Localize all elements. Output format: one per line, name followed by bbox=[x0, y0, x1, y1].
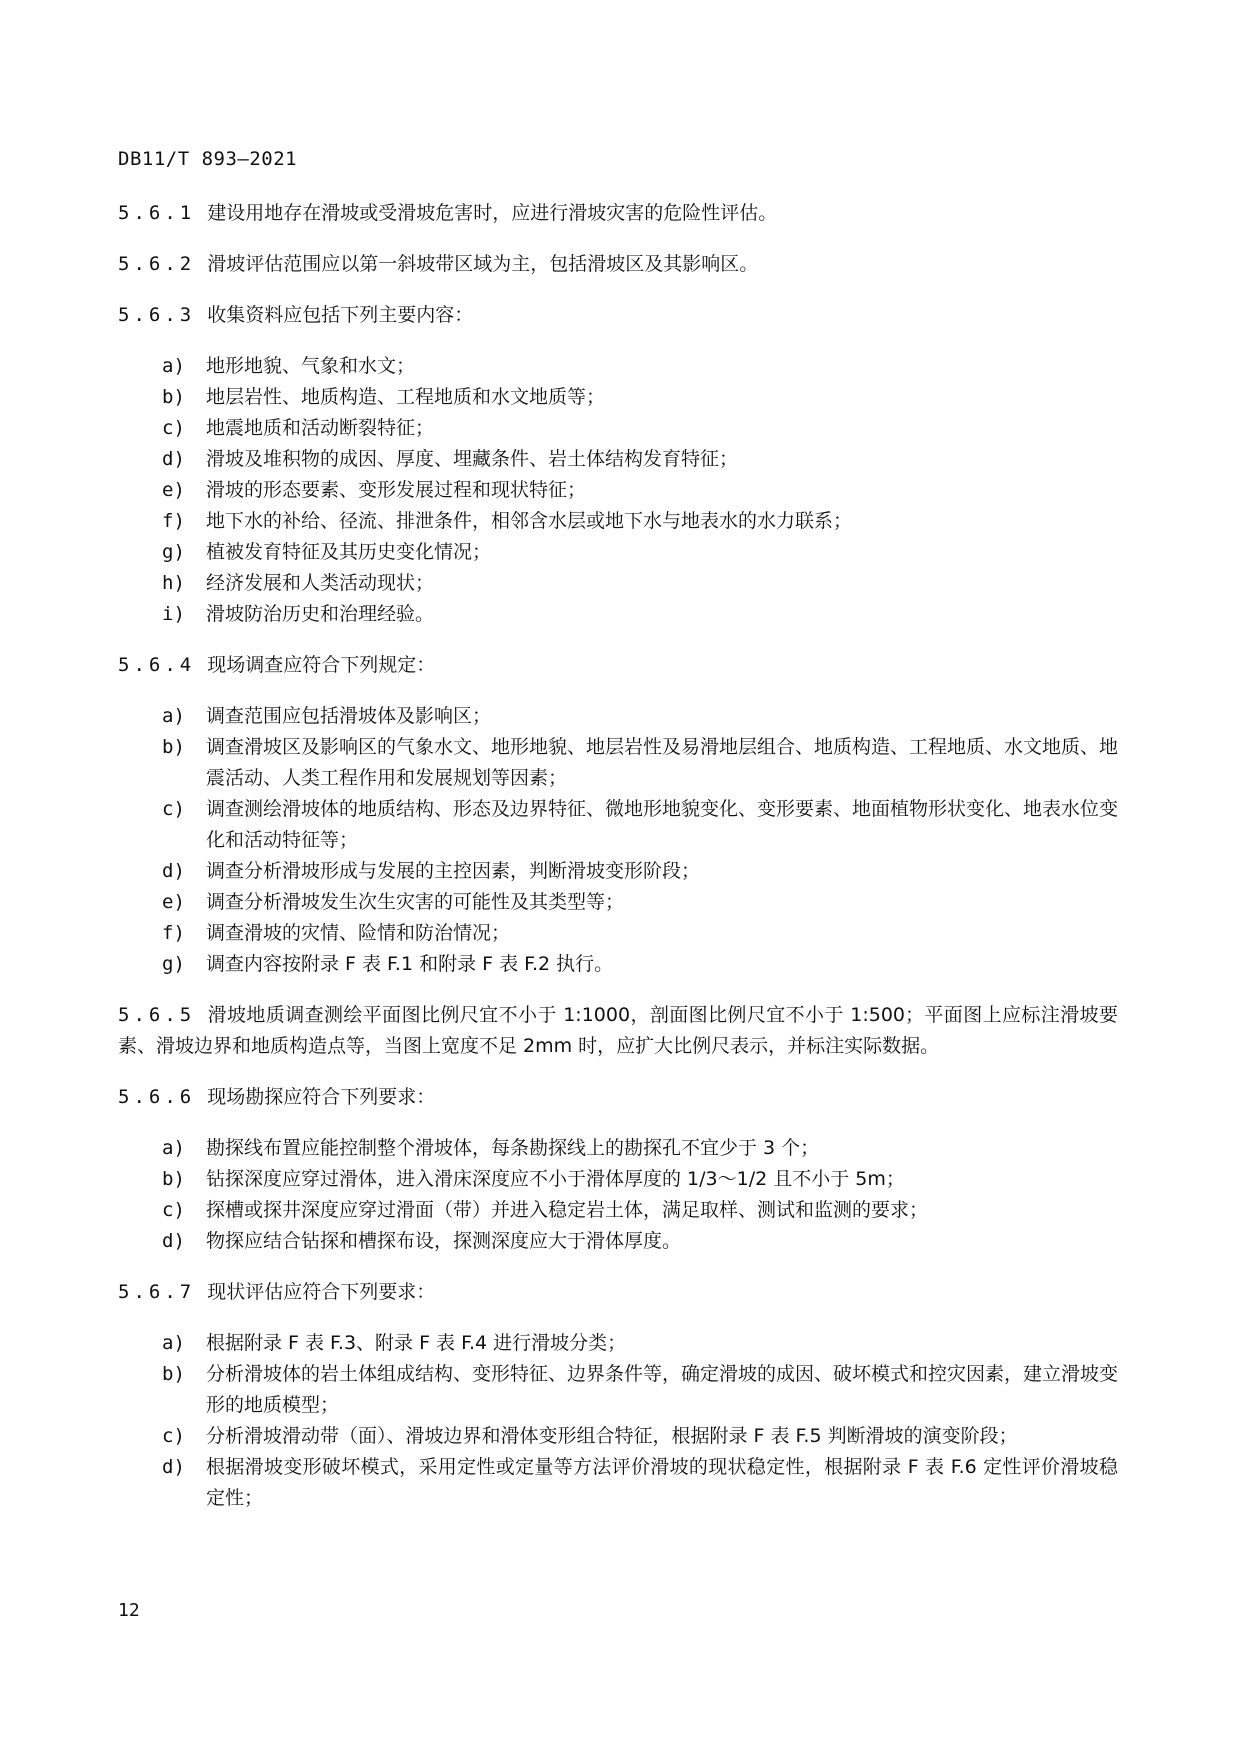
list-item-marker: h) bbox=[162, 572, 185, 594]
list-item-text: 物探应结合钻探和槽探布设，探测深度应大于滑体厚度。 bbox=[206, 1230, 682, 1252]
list-item-marker: c) bbox=[162, 798, 185, 820]
list-item-text: 调查滑坡区及影响区的气象水文、地形地貌、地层岩性及易滑地层组合、地质构造、工程地质、水文地质、地震活动、人类工程作用和发展规划等因素； bbox=[206, 736, 1119, 789]
clause-text: 滑坡评估范围应以第一斜坡带区域为主，包括滑坡区及其影响区。 bbox=[207, 253, 759, 275]
list-item bbox=[118, 413, 1118, 444]
clause-list bbox=[118, 351, 1118, 630]
list-item-marker: a) bbox=[162, 705, 185, 727]
list-item-text: 根据附录 F 表 F.3、附录 F 表 F.4 进行滑坡分类； bbox=[206, 1332, 627, 1354]
list-item-marker: c) bbox=[162, 1425, 185, 1447]
clause-5-6-2 bbox=[118, 249, 1118, 280]
clause-5-6-1 bbox=[118, 198, 1118, 229]
list-item-text: 根据滑坡变形破坏模式，采用定性或定量等方法评价滑坡的现状稳定性，根据附录 F 表 F.6 定性评价滑坡稳定性； bbox=[206, 1456, 1118, 1509]
list-item bbox=[118, 732, 1118, 794]
clause-list bbox=[118, 701, 1118, 980]
list-item-marker: e) bbox=[162, 479, 185, 501]
clause-list bbox=[118, 1133, 1118, 1257]
clause-number: 5.6.5 bbox=[118, 1004, 196, 1026]
list-item bbox=[118, 1195, 1118, 1226]
clause-5-6-4 bbox=[118, 650, 1118, 681]
list-item-marker: g) bbox=[162, 953, 185, 975]
page-number: 12 bbox=[118, 1600, 140, 1621]
list-item-text: 分析滑坡滑动带（面）、滑坡边界和滑体变形组合特征，根据附录 F 表 F.5 判断滑坡的演变阶段； bbox=[206, 1425, 1018, 1447]
list-item-text: 探槽或探井深度应穿过滑面（带）并进入稳定岩土体，满足取样、测试和监测的要求； bbox=[206, 1199, 929, 1221]
list-item-marker: a) bbox=[162, 355, 185, 377]
list-item bbox=[118, 856, 1118, 887]
list-item-marker: b) bbox=[162, 736, 185, 758]
list-item-text: 调查分析滑坡形成与发展的主控因素，判断滑坡变形阶段； bbox=[206, 860, 701, 882]
list-item-marker: f) bbox=[162, 510, 185, 532]
list-item-marker: b) bbox=[162, 1363, 185, 1385]
list-item bbox=[118, 537, 1118, 568]
list-item-text: 分析滑坡体的岩土体组成结构、变形特征、边界条件等，确定滑坡的成因、破坏模式和控灾因素，建立滑坡变形的地质模型； bbox=[206, 1363, 1119, 1416]
list-item-text: 勘探线布置应能控制整个滑坡体，每条勘探线上的勘探孔不宜少于 3 个； bbox=[206, 1137, 820, 1159]
list-item-text: 钻探深度应穿过滑体，进入滑床深度应不小于滑体厚度的 1/3～1/2 且不小于 5m； bbox=[206, 1168, 905, 1190]
list-item-marker: c) bbox=[162, 1199, 185, 1221]
list-item-marker: i) bbox=[162, 603, 185, 625]
list-item-text: 调查滑坡的灾情、险情和防治情况； bbox=[206, 922, 511, 944]
list-item-marker: d) bbox=[162, 1456, 185, 1478]
list-item bbox=[118, 1328, 1118, 1359]
list-item-text: 调查测绘滑坡体的地质结构、形态及边界特征、微地形地貌变化、变形要素、地面植物形状变化、地表水位变化和活动特征等； bbox=[206, 798, 1119, 851]
list-item bbox=[118, 1133, 1118, 1164]
clause-number: 5.6.1 bbox=[118, 202, 196, 224]
list-item bbox=[118, 949, 1118, 980]
list-item-text: 地形地貌、气象和水文； bbox=[206, 355, 416, 377]
list-item-text: 经济发展和人类活动现状； bbox=[206, 572, 435, 594]
clause-5-6-7 bbox=[118, 1277, 1118, 1308]
list-item bbox=[118, 382, 1118, 413]
clause-5-6-5 bbox=[118, 1000, 1118, 1062]
list-item bbox=[118, 1226, 1118, 1257]
list-item bbox=[118, 1164, 1118, 1195]
list-item-marker: e) bbox=[162, 891, 185, 913]
list-item bbox=[118, 599, 1118, 630]
list-item bbox=[118, 918, 1118, 949]
clause-number: 5.6.3 bbox=[118, 304, 196, 326]
list-item bbox=[118, 568, 1118, 599]
clause-number: 5.6.4 bbox=[118, 654, 196, 676]
clause-number: 5.6.7 bbox=[118, 1281, 196, 1303]
list-item-text: 地层岩性、地质构造、工程地质和水文地质等； bbox=[206, 386, 606, 408]
list-item-text: 调查内容按附录 F 表 F.1 和附录 F 表 F.2 执行。 bbox=[206, 953, 614, 975]
clause-text: 建设用地存在滑坡或受滑坡危害时，应进行滑坡灾害的危险性评估。 bbox=[207, 202, 778, 224]
clause-number: 5.6.2 bbox=[118, 253, 196, 275]
clause-number: 5.6.6 bbox=[118, 1086, 196, 1108]
list-item-text: 调查范围应包括滑坡体及影响区； bbox=[206, 705, 492, 727]
clause-text: 收集资料应包括下列主要内容： bbox=[207, 304, 474, 326]
list-item-marker: a) bbox=[162, 1332, 185, 1354]
list-item bbox=[118, 506, 1118, 537]
clause-5-6-3 bbox=[118, 300, 1118, 331]
clause-text: 滑坡地质调查测绘平面图比例尺宜不小于 1:1000，剖面图比例尺宜不小于 1:500；平面图上应标注滑坡要素、滑坡边界和地质构造点等，当图上宽度不足 2mm 时，应扩大比例尺表示，并标注实际数据。 bbox=[118, 1004, 1118, 1057]
list-item-marker: c) bbox=[162, 417, 185, 439]
list-item-marker: d) bbox=[162, 860, 185, 882]
list-item-marker: a) bbox=[162, 1137, 185, 1159]
clause-text: 现场调查应符合下列规定： bbox=[207, 654, 436, 676]
list-item bbox=[118, 1421, 1118, 1452]
document-code: DB11/T 893—2021 bbox=[118, 148, 298, 170]
list-item-marker: f) bbox=[162, 922, 185, 944]
list-item-text: 地震地质和活动断裂特征； bbox=[206, 417, 435, 439]
list-item-marker: b) bbox=[162, 1168, 185, 1190]
clause-5-6-6 bbox=[118, 1082, 1118, 1113]
list-item bbox=[118, 701, 1118, 732]
list-item-marker: d) bbox=[162, 448, 185, 470]
list-item-text: 滑坡防治历史和治理经验。 bbox=[206, 603, 435, 625]
list-item bbox=[118, 1359, 1118, 1421]
list-item-text: 滑坡的形态要素、变形发展过程和现状特征； bbox=[206, 479, 587, 501]
clause-list bbox=[118, 1328, 1118, 1514]
list-item bbox=[118, 351, 1118, 382]
clause-text: 现场勘探应符合下列要求： bbox=[207, 1086, 436, 1108]
list-item bbox=[118, 444, 1118, 475]
list-item-text: 地下水的补给、径流、排泄条件，相邻含水层或地下水与地表水的水力联系； bbox=[206, 510, 853, 532]
list-item bbox=[118, 1452, 1118, 1514]
list-item bbox=[118, 794, 1118, 856]
list-item-text: 调查分析滑坡发生次生灾害的可能性及其类型等； bbox=[206, 891, 625, 913]
list-item bbox=[118, 887, 1118, 918]
clause-text: 现状评估应符合下列要求： bbox=[207, 1281, 436, 1303]
list-item-marker: b) bbox=[162, 386, 185, 408]
list-item bbox=[118, 475, 1118, 506]
list-item-marker: d) bbox=[162, 1230, 185, 1252]
list-item-text: 植被发育特征及其历史变化情况； bbox=[206, 541, 492, 563]
list-item-marker: g) bbox=[162, 541, 185, 563]
document-body bbox=[118, 198, 1118, 1534]
list-item-text: 滑坡及堆积物的成因、厚度、埋藏条件、岩土体结构发育特征； bbox=[206, 448, 739, 470]
